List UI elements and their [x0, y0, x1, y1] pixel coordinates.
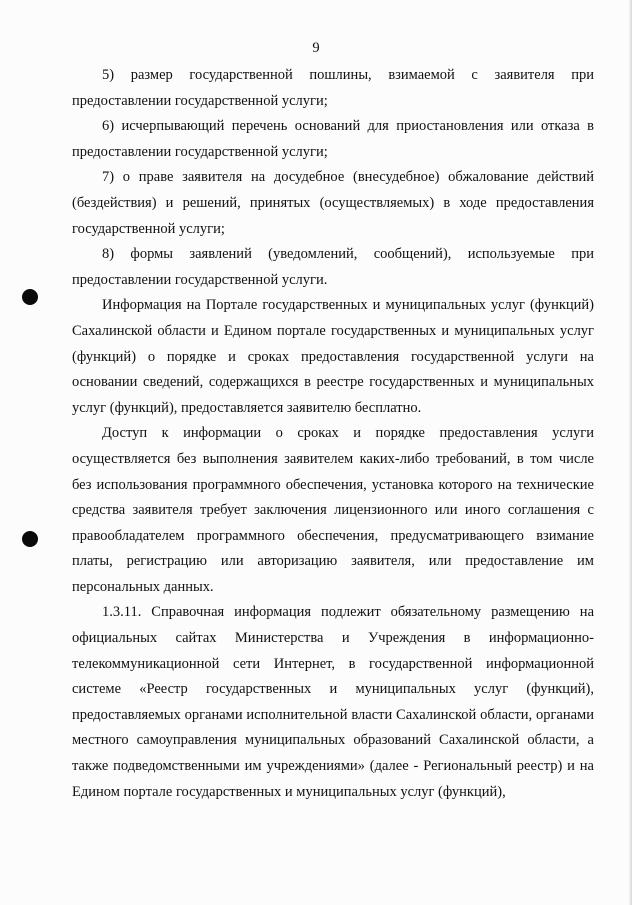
paragraph-item-5: 5) размер государственной пошлины, взимаемой с заявителя при предоставлении государственной услуги;: [72, 67, 594, 109]
punch-hole-icon: [22, 289, 38, 305]
paragraph-item-7: 7) о праве заявителя на досудебное (внесудебное) обжалование действий (бездействия) и решений, принятых (осуществляемых) в ходе предоставления государственной услуги;: [72, 169, 594, 237]
paragraph-portal-info: Информация на Портале государственных и муниципальных услуг (функций) Сахалинской области и Едином портале государственных и муниципальных услуг (функций) о порядке и сроках предоставления государственной услуги на основании сведений, содержащихся в реестре государственных и муниципальных услуг (функций), предоставляется заявителю бесплатно.: [72, 297, 594, 416]
paragraph-access-info: Доступ к информации о сроках и порядке предоставления услуги осуществляется без выполнения заявителем каких-либо требований, в том числе без использования программного обеспечения, установка которого на технические средства заявителя требует заключения лицензионного или иного соглашения с правообладателем программного обеспечения, предусматривающего взимание платы, регистрацию или авторизацию заявителя, или предоставление им персональных данных.: [72, 425, 594, 595]
punch-hole-icon: [22, 531, 38, 547]
paragraph-item-8: 8) формы заявлений (уведомлений, сообщений), используемые при предоставлении государственной услуги.: [72, 246, 594, 288]
page-number: 9: [312, 40, 320, 56]
paragraph-item-6: 6) исчерпывающий перечень оснований для приостановления или отказа в предоставлении государственной услуги;: [72, 118, 594, 160]
paragraph-1-3-11: 1.3.11. Справочная информация подлежит обязательному размещению на официальных сайтах Министерства и Учреждения в информационно-телекоммуникационной сети Интернет, в государственной информационной системе «Реестр государственных и муниципальных услуг (функций), предоставляемых органами исполнительной власти Сахалинской области, органами местного самоуправления муниципальных образований Сахалинской области, а также подведомственными им учреждениями» (далее - Региональный реестр) и на Едином портале государственных и муниципальных услуг (функций),: [72, 604, 594, 800]
document-body: [72, 63, 594, 805]
